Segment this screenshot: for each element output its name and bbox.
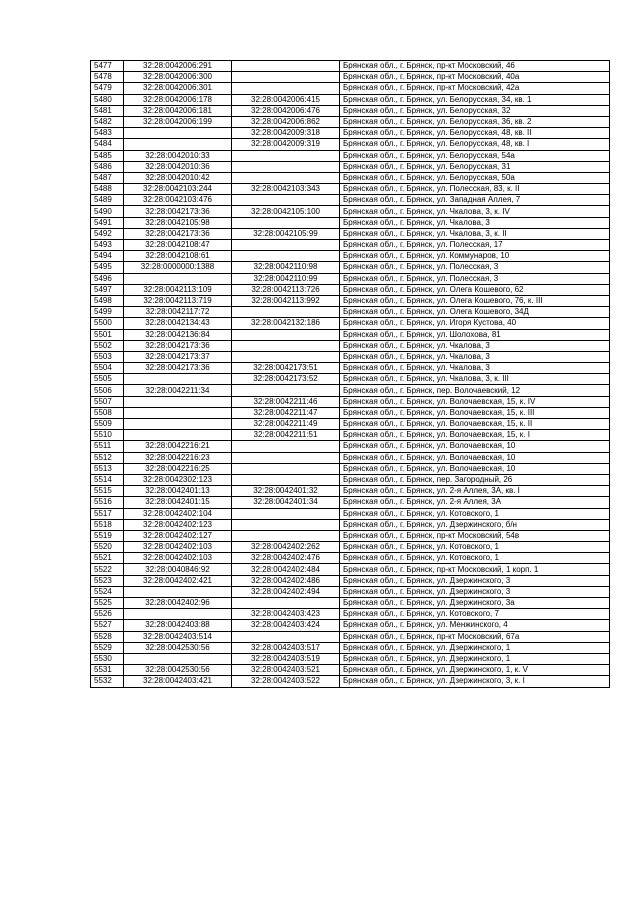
row-number-cell: 5509 [91,419,124,430]
building-cadastral-number-cell [232,195,340,206]
table-row [91,620,610,631]
building-cadastral-number-cell: 32:28:0042132:186 [232,318,340,329]
table-row [91,184,610,195]
table-row [91,564,610,575]
table-row [91,441,610,452]
row-number-cell: 5513 [91,463,124,474]
address-cell: Брянская обл., г. Брянск, пр-кт Московский, 54в [340,530,610,541]
row-number-cell: 5498 [91,295,124,306]
cadastral-number-cell: 32:28:0042173:37 [124,351,232,362]
address-cell: Брянская обл., г. Брянск, ул. Волочаевская, 15, к. III [340,407,610,418]
building-cadastral-number-cell [232,61,340,72]
building-cadastral-number-cell: 32:28:0042402:486 [232,575,340,586]
table-row [91,172,610,183]
cadastral-number-cell: 32:28:0042402:96 [124,598,232,609]
cadastral-number-cell: 32:28:0042216:25 [124,463,232,474]
address-cell: Брянская обл., г. Брянск, ул. Полесская, 3 [340,262,610,273]
address-cell: Брянская обл., г. Брянск, ул. Белорусская, 48, кв. I [340,139,610,150]
cadastral-number-cell: 32:28:0042302:123 [124,474,232,485]
table-row [91,329,610,340]
row-number-cell: 5530 [91,653,124,664]
table-row [91,116,610,127]
row-number-cell: 5496 [91,273,124,284]
address-cell: Брянская обл., г. Брянск, ул. Чкалова, 3, к. II [340,228,610,239]
cadastral-number-cell: 32:28:0042113:109 [124,284,232,295]
address-cell: Брянская обл., г. Брянск, ул. Менжинского, 4 [340,620,610,631]
row-number-cell: 5531 [91,665,124,676]
cadastral-number-cell: 32:28:0042216:23 [124,452,232,463]
table-row [91,284,610,295]
cadastral-number-cell: 32:28:0042402:104 [124,508,232,519]
building-cadastral-number-cell [232,72,340,83]
row-number-cell: 5528 [91,631,124,642]
row-number-cell: 5480 [91,94,124,105]
register-table-body [91,61,610,688]
table-row [91,94,610,105]
building-cadastral-number-cell [232,172,340,183]
row-number-cell: 5493 [91,240,124,251]
building-cadastral-number-cell: 32:28:0042403:517 [232,642,340,653]
row-number-cell: 5504 [91,363,124,374]
row-number-cell: 5482 [91,116,124,127]
building-cadastral-number-cell: 32:28:0042113:726 [232,284,340,295]
table-row [91,430,610,441]
building-cadastral-number-cell [232,463,340,474]
address-cell: Брянская обл., г. Брянск, ул. Волочаевская, 10 [340,452,610,463]
address-cell: Брянская обл., г. Брянск, ул. Волочаевская, 10 [340,441,610,452]
address-cell: Брянская обл., г. Брянск, ул. Полесская, 3 [340,273,610,284]
row-number-cell: 5507 [91,396,124,407]
address-cell: Брянская обл., г. Брянск, ул. Волочаевская, 15, к. I [340,430,610,441]
row-number-cell: 5492 [91,228,124,239]
address-cell: Брянская обл., г. Брянск, ул. Белорусская, 31 [340,161,610,172]
cadastral-number-cell: 32:28:0042006:300 [124,72,232,83]
row-number-cell: 5527 [91,620,124,631]
building-cadastral-number-cell: 32:28:0042402:484 [232,564,340,575]
table-row [91,206,610,217]
building-cadastral-number-cell [232,307,340,318]
table-row [91,542,610,553]
cadastral-number-cell: 32:28:0040846:92 [124,564,232,575]
building-cadastral-number-cell: 32:28:0042401:32 [232,486,340,497]
address-cell: Брянская обл., г. Брянск, ул. Чкалова, 3 [340,363,610,374]
address-cell: Брянская обл., г. Брянск, пр-кт Московский, 42а [340,83,610,94]
cadastral-number-cell [124,430,232,441]
building-cadastral-number-cell: 32:28:0042105:100 [232,206,340,217]
cadastral-number-cell: 32:28:0042173:36 [124,340,232,351]
building-cadastral-number-cell: 32:28:0042403:522 [232,676,340,687]
cadastral-number-cell: 32:28:0042173:36 [124,363,232,374]
row-number-cell: 5500 [91,318,124,329]
building-cadastral-number-cell: 32:28:0042110:99 [232,273,340,284]
table-row [91,463,610,474]
building-cadastral-number-cell: 32:28:0042403:519 [232,653,340,664]
table-row [91,340,610,351]
row-number-cell: 5511 [91,441,124,452]
address-cell: Брянская обл., г. Брянск, пр-кт Московский, 67а [340,631,610,642]
building-cadastral-number-cell: 32:28:0042402:476 [232,553,340,564]
row-number-cell: 5494 [91,251,124,262]
address-cell: Брянская обл., г. Брянск, ул. Белорусская, 48, кв. II [340,128,610,139]
address-cell: Брянская обл., г. Брянск, ул. Олега Кошевого, 76, к. III [340,295,610,306]
cadastral-number-cell [124,407,232,418]
address-cell: Брянская обл., г. Брянск, ул. Волочаевская, 15, к. IV [340,396,610,407]
row-number-cell: 5506 [91,385,124,396]
cadastral-number-cell: 32:28:0042402:127 [124,530,232,541]
row-number-cell: 5505 [91,374,124,385]
building-cadastral-number-cell [232,631,340,642]
row-number-cell: 5499 [91,307,124,318]
building-cadastral-number-cell [232,240,340,251]
cadastral-number-cell: 32:28:0042006:178 [124,94,232,105]
cadastral-number-cell: 32:28:0042530:56 [124,642,232,653]
table-row [91,452,610,463]
address-cell: Брянская обл., г. Брянск, пр-кт Московский, 1 корп. 1 [340,564,610,575]
address-cell: Брянская обл., г. Брянск, ул. Олега Кошевого, 34Д [340,307,610,318]
address-cell: Брянская обл., г. Брянск, ул. Игоря Кустова, 40 [340,318,610,329]
row-number-cell: 5521 [91,553,124,564]
building-cadastral-number-cell [232,340,340,351]
building-cadastral-number-cell [232,251,340,262]
row-number-cell: 5518 [91,519,124,530]
table-row [91,586,610,597]
building-cadastral-number-cell: 32:28:0042211:46 [232,396,340,407]
row-number-cell: 5508 [91,407,124,418]
building-cadastral-number-cell [232,385,340,396]
cadastral-number-cell: 32:28:0042402:421 [124,575,232,586]
cadastral-number-cell [124,396,232,407]
table-row [91,598,610,609]
cadastral-number-cell: 32:28:0000000:1388 [124,262,232,273]
cadastral-number-cell [124,653,232,664]
address-cell: Брянская обл., г. Брянск, пр-кт Московский, 46 [340,61,610,72]
table-row [91,665,610,676]
cadastral-number-cell: 32:28:0042105:98 [124,217,232,228]
address-cell: Брянская обл., г. Брянск, ул. Чкалова, 3 [340,340,610,351]
cadastral-number-cell: 32:28:0042136:84 [124,329,232,340]
building-cadastral-number-cell [232,598,340,609]
cadastral-number-cell [124,609,232,620]
building-cadastral-number-cell: 32:28:0042006:862 [232,116,340,127]
row-number-cell: 5481 [91,105,124,116]
building-cadastral-number-cell: 32:28:0042401:34 [232,497,340,508]
cadastral-number-cell: 32:28:0042010:33 [124,150,232,161]
building-cadastral-number-cell [232,530,340,541]
cadastral-number-cell: 32:28:0042134:43 [124,318,232,329]
table-row [91,251,610,262]
cadastral-number-cell [124,139,232,150]
cadastral-number-cell: 32:28:0042216:21 [124,441,232,452]
address-cell: Брянская обл., г. Брянск, ул. Чкалова, 3, к. IV [340,206,610,217]
building-cadastral-number-cell [232,452,340,463]
row-number-cell: 5516 [91,497,124,508]
cadastral-number-cell [124,586,232,597]
address-cell: Брянская обл., г. Брянск, ул. Чкалова, 3 [340,351,610,362]
table-row [91,240,610,251]
building-cadastral-number-cell: 32:28:0042211:49 [232,419,340,430]
building-cadastral-number-cell: 32:28:0042006:415 [232,94,340,105]
building-cadastral-number-cell: 32:28:0042009:318 [232,128,340,139]
building-cadastral-number-cell: 32:28:0042402:494 [232,586,340,597]
row-number-cell: 5486 [91,161,124,172]
building-cadastral-number-cell: 32:28:0042403:423 [232,609,340,620]
cadastral-number-cell: 32:28:0042113:719 [124,295,232,306]
row-number-cell: 5519 [91,530,124,541]
row-number-cell: 5495 [91,262,124,273]
row-number-cell: 5520 [91,542,124,553]
table-row [91,374,610,385]
address-cell: Брянская обл., г. Брянск, ул. Волочаевская, 15, к. II [340,419,610,430]
cadastral-number-cell: 32:28:0042173:36 [124,228,232,239]
row-number-cell: 5525 [91,598,124,609]
row-number-cell: 5503 [91,351,124,362]
cadastral-number-cell: 32:28:0042401:15 [124,497,232,508]
row-number-cell: 5526 [91,609,124,620]
address-cell: Брянская обл., г. Брянск, ул. Олега Кошевого, 62 [340,284,610,295]
cadastral-number-cell: 32:28:0042103:476 [124,195,232,206]
row-number-cell: 5488 [91,184,124,195]
row-number-cell: 5497 [91,284,124,295]
table-row [91,486,610,497]
address-cell: Брянская обл., г. Брянск, ул. 2-я Аллея, 3А [340,497,610,508]
address-cell: Брянская обл., г. Брянск, ул. Белорусская, 50а [340,172,610,183]
building-cadastral-number-cell: 32:28:0042402:262 [232,542,340,553]
building-cadastral-number-cell: 32:28:0042006:476 [232,105,340,116]
table-row [91,396,610,407]
building-cadastral-number-cell: 32:28:0042105:99 [232,228,340,239]
address-cell: Брянская обл., г. Брянск, ул. Котовского, 1 [340,508,610,519]
table-row [91,497,610,508]
building-cadastral-number-cell [232,161,340,172]
building-cadastral-number-cell: 32:28:0042113:992 [232,295,340,306]
row-number-cell: 5487 [91,172,124,183]
cadastral-number-cell [124,128,232,139]
address-cell: Брянская обл., г. Брянск, ул. Дзержинского, 3 [340,575,610,586]
cadastral-number-cell: 32:28:0042006:181 [124,105,232,116]
cadastral-number-cell: 32:28:0042402:123 [124,519,232,530]
table-row [91,351,610,362]
cadastral-number-cell: 32:28:0042402:103 [124,553,232,564]
table-row [91,419,610,430]
building-cadastral-number-cell: 32:28:0042173:51 [232,363,340,374]
address-cell: Брянская обл., г. Брянск, ул. Дзержинского, 1, к. V [340,665,610,676]
address-cell: Брянская обл., г. Брянск, ул. Шолохова, 81 [340,329,610,340]
row-number-cell: 5510 [91,430,124,441]
cadastral-number-cell: 32:28:0042402:103 [124,542,232,553]
row-number-cell: 5477 [91,61,124,72]
cadastral-number-cell: 32:28:0042010:36 [124,161,232,172]
building-cadastral-number-cell: 32:28:0042103:343 [232,184,340,195]
table-row [91,474,610,485]
cadastral-number-cell [124,374,232,385]
row-number-cell: 5522 [91,564,124,575]
address-cell: Брянская обл., г. Брянск, ул. Волочаевская, 10 [340,463,610,474]
table-row [91,128,610,139]
building-cadastral-number-cell [232,150,340,161]
table-row [91,105,610,116]
address-cell: Брянская обл., г. Брянск, пер. Волочаевский, 12 [340,385,610,396]
table-row [91,307,610,318]
cadastral-number-cell: 32:28:0042530:56 [124,665,232,676]
row-number-cell: 5479 [91,83,124,94]
row-number-cell: 5532 [91,676,124,687]
table-row [91,631,610,642]
cadastral-number-cell: 32:28:0042117:72 [124,307,232,318]
address-cell: Брянская обл., г. Брянск, ул. Котовского, 7 [340,609,610,620]
table-row [91,363,610,374]
property-register-table [90,60,610,688]
cadastral-number-cell: 32:28:0042403:421 [124,676,232,687]
cadastral-number-cell: 32:28:0042401:13 [124,486,232,497]
building-cadastral-number-cell: 32:28:0042009:319 [232,139,340,150]
row-number-cell: 5485 [91,150,124,161]
table-row [91,273,610,284]
row-number-cell: 5478 [91,72,124,83]
table-row [91,217,610,228]
row-number-cell: 5484 [91,139,124,150]
address-cell: Брянская обл., г. Брянск, ул. Дзержинского, 3а [340,598,610,609]
table-row [91,161,610,172]
cadastral-number-cell: 32:28:0042403:88 [124,620,232,631]
cadastral-number-cell [124,273,232,284]
address-cell: Брянская обл., г. Брянск, ул. Белорусская, 54а [340,150,610,161]
table-row [91,72,610,83]
cadastral-number-cell: 32:28:0042006:199 [124,116,232,127]
row-number-cell: 5483 [91,128,124,139]
address-cell: Брянская обл., г. Брянск, ул. Дзержинского, 3, к. I [340,676,610,687]
row-number-cell: 5523 [91,575,124,586]
table-row [91,150,610,161]
table-row [91,609,610,620]
building-cadastral-number-cell: 32:28:0042403:424 [232,620,340,631]
cadastral-number-cell: 32:28:0042108:61 [124,251,232,262]
building-cadastral-number-cell [232,329,340,340]
table-row [91,262,610,273]
table-row [91,530,610,541]
address-cell: Брянская обл., г. Брянск, ул. Дзержинского, 1 [340,653,610,664]
address-cell: Брянская обл., г. Брянск, ул. Чкалова, 3, к. III [340,374,610,385]
building-cadastral-number-cell: 32:28:0042211:47 [232,407,340,418]
cadastral-number-cell: 32:28:0042103:244 [124,184,232,195]
table-row [91,83,610,94]
table-row [91,139,610,150]
address-cell: Брянская обл., г. Брянск, ул. Коммунаров, 10 [340,251,610,262]
building-cadastral-number-cell [232,83,340,94]
address-cell: Брянская обл., г. Брянск, ул. Полесская, 83, к. II [340,184,610,195]
row-number-cell: 5489 [91,195,124,206]
table-row [91,508,610,519]
address-cell: Брянская обл., г. Брянск, ул. Полесская, 17 [340,240,610,251]
building-cadastral-number-cell: 32:28:0042110:98 [232,262,340,273]
building-cadastral-number-cell: 32:28:0042173:52 [232,374,340,385]
row-number-cell: 5515 [91,486,124,497]
row-number-cell: 5524 [91,586,124,597]
cadastral-number-cell: 32:28:0042006:291 [124,61,232,72]
building-cadastral-number-cell [232,508,340,519]
cadastral-number-cell: 32:28:0042403:514 [124,631,232,642]
row-number-cell: 5490 [91,206,124,217]
table-row [91,195,610,206]
table-row [91,575,610,586]
table-row [91,318,610,329]
address-cell: Брянская обл., г. Брянск, ул. Белорусская, 34, кв. 1 [340,94,610,105]
row-number-cell: 5512 [91,452,124,463]
row-number-cell: 5502 [91,340,124,351]
cadastral-number-cell: 32:28:0042108:47 [124,240,232,251]
table-row [91,407,610,418]
address-cell: Брянская обл., г. Брянск, ул. Белорусская, 36, кв. 2 [340,116,610,127]
address-cell: Брянская обл., г. Брянск, ул. Белорусская, 32 [340,105,610,116]
table-row [91,553,610,564]
address-cell: Брянская обл., г. Брянск, пр-кт Московский, 40а [340,72,610,83]
address-cell: Брянская обл., г. Брянск, ул. Дзержинского, 1 [340,642,610,653]
row-number-cell: 5517 [91,508,124,519]
table-row [91,61,610,72]
address-cell: Брянская обл., г. Брянск, ул. Дзержинского, б/н [340,519,610,530]
row-number-cell: 5501 [91,329,124,340]
table-row [91,676,610,687]
table-row [91,519,610,530]
building-cadastral-number-cell [232,351,340,362]
table-row [91,295,610,306]
address-cell: Брянская обл., г. Брянск, ул. Западная Аллея, 7 [340,195,610,206]
address-cell: Брянская обл., г. Брянск, ул. Котовского, 1 [340,553,610,564]
cadastral-number-cell: 32:28:0042006:301 [124,83,232,94]
address-cell: Брянская обл., г. Брянск, ул. 2-я Аллея, 3А, кв. I [340,486,610,497]
cadastral-number-cell: 32:28:0042211:34 [124,385,232,396]
row-number-cell: 5529 [91,642,124,653]
address-cell: Брянская обл., г. Брянск, ул. Котовского, 1 [340,542,610,553]
cadastral-number-cell: 32:28:0042173:36 [124,206,232,217]
address-cell: Брянская обл., г. Брянск, ул. Дзержинского, 3 [340,586,610,597]
cadastral-number-cell: 32:28:0042010:42 [124,172,232,183]
building-cadastral-number-cell [232,441,340,452]
row-number-cell: 5514 [91,474,124,485]
building-cadastral-number-cell [232,217,340,228]
table-row [91,385,610,396]
table-row [91,653,610,664]
building-cadastral-number-cell [232,519,340,530]
cadastral-number-cell [124,419,232,430]
address-cell: Брянская обл., г. Брянск, ул. Чкалова, 3 [340,217,610,228]
building-cadastral-number-cell: 32:28:0042403:521 [232,665,340,676]
table-row [91,228,610,239]
building-cadastral-number-cell [232,474,340,485]
address-cell: Брянская обл., г. Брянск, пер. Загородный, 26 [340,474,610,485]
table-row [91,642,610,653]
building-cadastral-number-cell: 32:28:0042211:51 [232,430,340,441]
row-number-cell: 5491 [91,217,124,228]
